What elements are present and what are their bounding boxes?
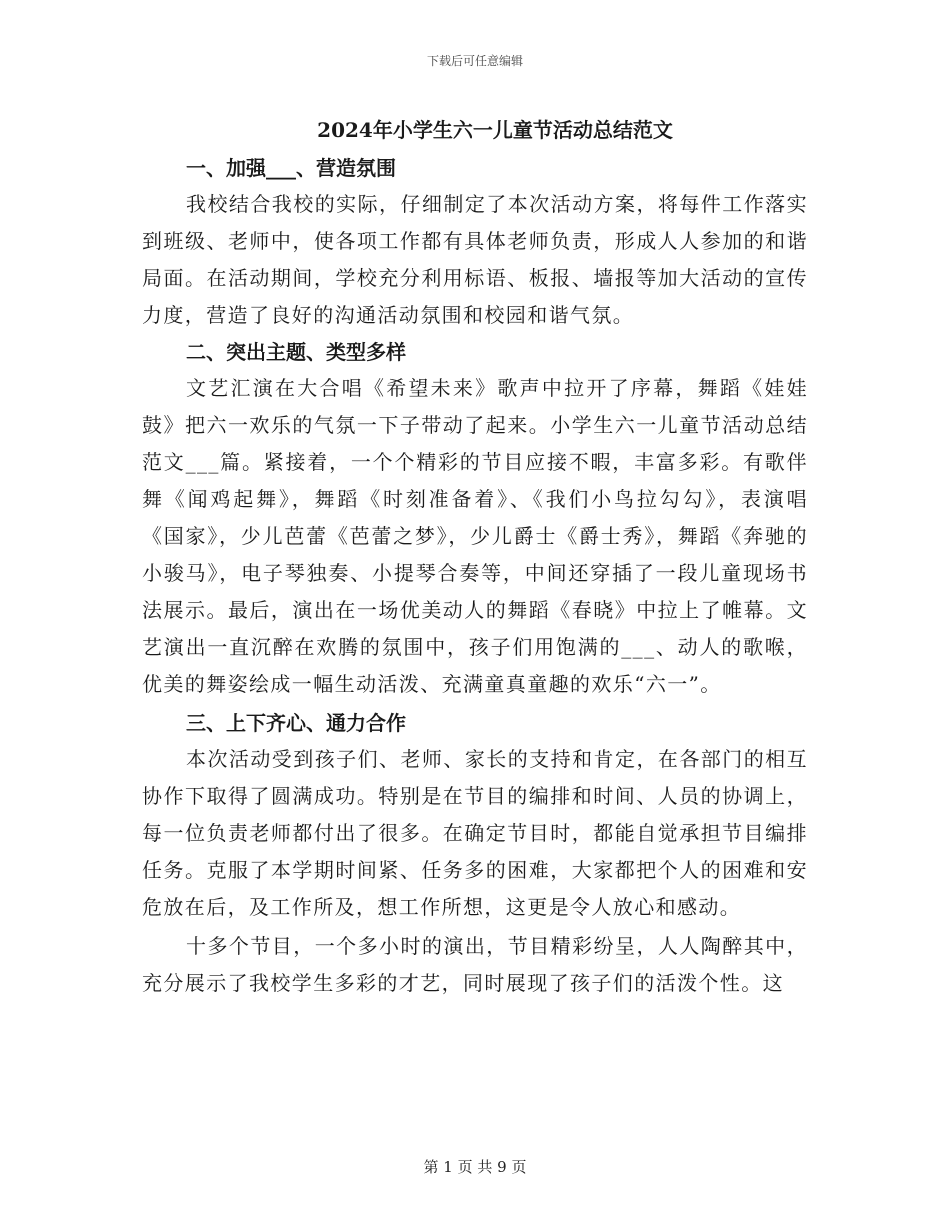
document-body (142, 112, 808, 1002)
section-3-paragraph-1: 本次活动受到孩子们、老师、家长的支持和肯定，在各部门的相互协作下取得了圆满成功。特别是在节目的编排和时间、人员的协调上，每一位负责老师都付出了很多。在确定节目时，都能自觉承担节目编排任务。克服了本学期时间紧、任务多的困难，大家都把个人的困难和安危放在后，及工作所及，想工作所想，这更是令人放心和感动。 (142, 747, 808, 919)
section-1-paragraph-1: 我校结合我校的实际，仔细制定了本次活动方案，将每件工作落实到班级、老师中，使各项工作都有具体老师负责，形成人人参加的和谐局面。在活动期间，学校充分利用标语、板报、墙报等加大活动的宣传力度，营造了良好的沟通活动氛围和校园和谐气氛。 (142, 192, 808, 327)
section-heading-3: 三、上下齐心、通力合作 (186, 711, 406, 735)
section-heading-1: 一、加强___、营造氛围 (186, 156, 396, 180)
section-heading-2: 二、突出主题、类型多样 (186, 340, 406, 364)
page-header-note: 下载后可任意编辑 (426, 54, 523, 68)
page-number: 第 1 页 共 9 页 (423, 1158, 527, 1176)
section-3-paragraph-2: 十多个节目，一个多小时的演出，节目精彩纷呈，人人陶醉其中，充分展示了我校学生多彩的才艺，同时展现了孩子们的活泼个性。这 (142, 934, 808, 995)
section-2-paragraph-1: 文艺汇演在大合唱《希望未来》歌声中拉开了序幕，舞蹈《娃娃鼓》把六一欢乐的气氛一下子带动了起来。小学生六一儿童节活动总结范文___篇。紧接着，一个个精彩的节目应接不暇，丰富多彩。有歌伴舞《闻鸡起舞》，舞蹈《时刻准备着》、《我们小鸟拉勾勾》，表演唱《国家》，少儿芭蕾《芭蕾之梦》，少儿爵士《爵士秀》，舞蹈《奔驰的小骏马》，电子琴独奏、小提琴合奏等，中间还穿插了一段儿童现场书法展示。最后，演出在一场优美动人的舞蹈《春晓》中拉上了帷幕。文艺演出一直沉醉在欢腾的氛围中，孩子们用饱满的___、动人的歌喉，优美的舞姿绘成一幅生动活泼、充满童真童趣的欢乐“六一”。 (142, 376, 808, 696)
document-title: 2024年小学生六一儿童节活动总结范文 (317, 118, 673, 142)
